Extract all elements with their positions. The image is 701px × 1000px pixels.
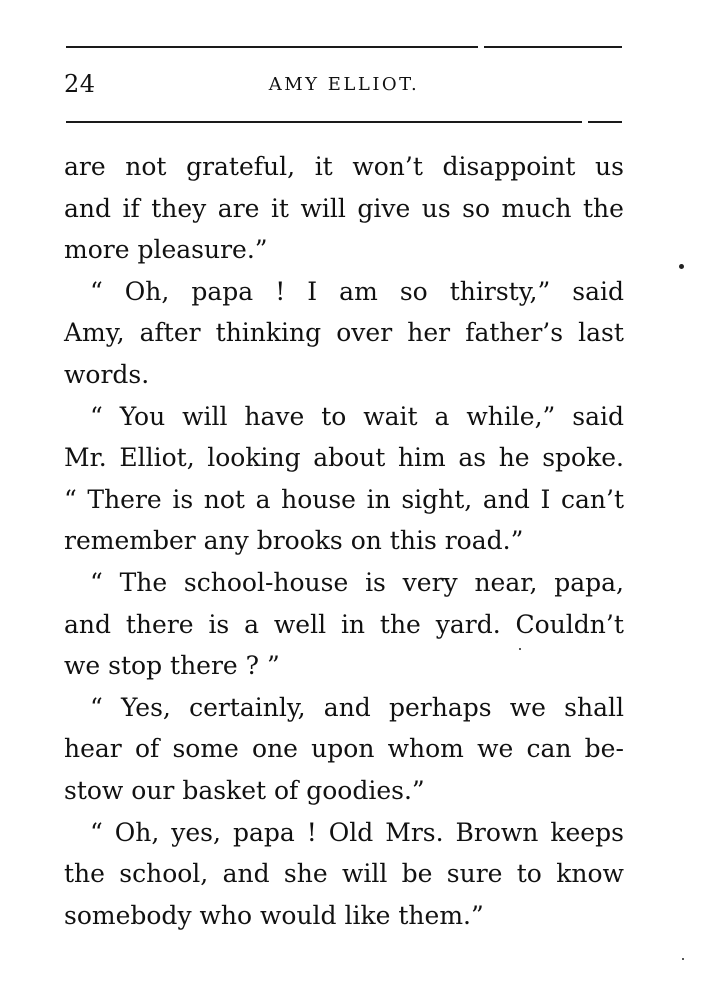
word: and: [64, 193, 112, 223]
text-line: [64, 728, 624, 770]
word: school,: [119, 859, 209, 889]
text-line: [64, 188, 624, 230]
text-line: [64, 687, 624, 729]
text-line: [64, 146, 624, 188]
word: keeps: [550, 817, 624, 847]
ink-speck: [519, 648, 521, 650]
word: the: [582, 193, 624, 223]
word: father’s: [465, 318, 564, 348]
word: whom: [387, 734, 464, 764]
word: and: [64, 609, 112, 639]
word: her: [407, 318, 451, 348]
page-header: [64, 70, 624, 104]
text-line: remember any brooks on this road.”: [64, 526, 524, 556]
text-line: [64, 604, 624, 646]
word: school-house: [183, 567, 349, 597]
word: he: [498, 443, 530, 473]
word: give: [357, 193, 411, 223]
word: over: [336, 318, 393, 348]
word: wait: [363, 401, 418, 431]
word: a: [434, 401, 450, 431]
word: perhaps: [389, 692, 492, 722]
word: it: [314, 152, 333, 181]
word: thinking: [215, 318, 322, 348]
word: some: [172, 734, 239, 764]
running-head: AMY ELLIOT.: [268, 74, 420, 95]
word: house: [281, 484, 356, 514]
word: papa: [232, 817, 295, 847]
word: spoke.: [542, 443, 624, 473]
word: us: [595, 152, 624, 181]
word: grateful,: [186, 152, 296, 181]
word: won’t: [352, 152, 423, 181]
word: so: [399, 276, 428, 306]
word: him: [397, 443, 446, 473]
word: a: [255, 484, 271, 514]
word: There: [87, 484, 162, 514]
word: will: [300, 193, 346, 223]
word: sure: [446, 859, 503, 889]
ink-speck: [679, 264, 684, 269]
word: “: [64, 484, 77, 514]
word: am: [339, 276, 378, 306]
word: certainly,: [189, 692, 306, 722]
word: not: [203, 484, 245, 514]
word: yard.: [435, 609, 501, 639]
word: Mrs.: [385, 817, 444, 847]
top-rule-gap: [478, 45, 484, 49]
word: Mr.: [64, 443, 107, 473]
word: Oh,: [114, 817, 160, 847]
word: and: [222, 859, 270, 889]
text-line: somebody who would like them.”: [64, 900, 484, 930]
top-rule: [66, 46, 622, 48]
word: there: [125, 609, 194, 639]
word: sight,: [401, 484, 473, 514]
word: is: [172, 484, 194, 514]
text-line: [64, 562, 624, 604]
word: will: [182, 401, 228, 431]
word: be: [401, 859, 433, 889]
word: to: [321, 401, 347, 431]
word: hear: [64, 734, 122, 764]
word: disappoint: [442, 152, 576, 181]
word: they: [151, 193, 207, 223]
body-text: [64, 146, 624, 936]
word: not: [125, 152, 167, 181]
word: are: [64, 152, 106, 181]
word: Brown: [455, 817, 539, 847]
word: if: [122, 193, 140, 223]
word: a: [244, 609, 260, 639]
word: I: [540, 484, 551, 514]
word: can’t: [560, 484, 624, 514]
text-line: we stop there ? ”: [64, 651, 280, 681]
ink-speck: [682, 958, 684, 960]
word: Elliot,: [119, 443, 195, 473]
word: Couldn’t: [515, 609, 624, 639]
word: it: [270, 193, 289, 223]
word: one: [252, 734, 298, 764]
page-number: 24: [64, 70, 96, 98]
word: “: [90, 276, 103, 306]
word: Amy,: [64, 318, 125, 348]
word: papa: [191, 276, 254, 306]
word: said: [572, 401, 624, 431]
word: and: [482, 484, 530, 514]
word: be-: [584, 734, 624, 764]
word: upon: [311, 734, 375, 764]
word: in: [366, 484, 391, 514]
word: as: [458, 443, 487, 473]
text-line: [64, 479, 624, 521]
text-line: [64, 437, 624, 479]
word: is: [208, 609, 230, 639]
bottom-rule-gap: [582, 120, 588, 124]
word: about: [313, 443, 386, 473]
word: You: [119, 401, 166, 431]
word: are: [217, 193, 260, 223]
word: last: [578, 318, 624, 348]
text-line: stow our basket of goodies.”: [64, 775, 425, 805]
word: Old: [328, 817, 374, 847]
word: have: [244, 401, 305, 431]
word: looking: [207, 443, 301, 473]
word: will: [341, 859, 388, 889]
bottom-rule: [66, 121, 622, 123]
word: she: [283, 859, 328, 889]
word: us: [421, 193, 451, 223]
text-line: [64, 396, 624, 438]
word: near,: [474, 567, 538, 597]
word: is: [365, 567, 386, 597]
word: while,”: [466, 401, 556, 431]
word: well: [273, 609, 327, 639]
word: !: [275, 276, 286, 306]
word: said: [572, 276, 624, 306]
word: yes,: [171, 817, 221, 847]
word: !: [306, 817, 317, 847]
word: we: [509, 692, 546, 722]
word: thirsty,”: [449, 276, 551, 306]
word: of: [134, 734, 160, 764]
word: Oh,: [124, 276, 170, 306]
word: I: [307, 276, 318, 306]
text-line: [64, 853, 624, 895]
word: know: [556, 859, 624, 889]
word: and: [323, 692, 371, 722]
word: so: [462, 193, 491, 223]
word: “: [90, 567, 103, 597]
word: in: [340, 609, 366, 639]
text-line: [64, 312, 624, 354]
text-line: words.: [64, 359, 150, 389]
text-line: more pleasure.”: [64, 235, 268, 265]
word: after: [139, 318, 201, 348]
word: can: [526, 734, 572, 764]
word: to: [516, 859, 542, 889]
word: papa,: [554, 567, 624, 597]
word: shall: [564, 692, 624, 722]
word: The: [119, 567, 168, 597]
word: we: [477, 734, 514, 764]
word: Yes,: [120, 692, 171, 722]
word: very: [402, 567, 458, 597]
word: the: [379, 609, 421, 639]
word: the: [64, 859, 105, 889]
word: “: [90, 817, 103, 847]
word: much: [501, 193, 572, 223]
word: “: [90, 692, 103, 722]
text-line: [64, 271, 624, 313]
word: “: [90, 401, 103, 431]
text-line: [64, 812, 624, 854]
